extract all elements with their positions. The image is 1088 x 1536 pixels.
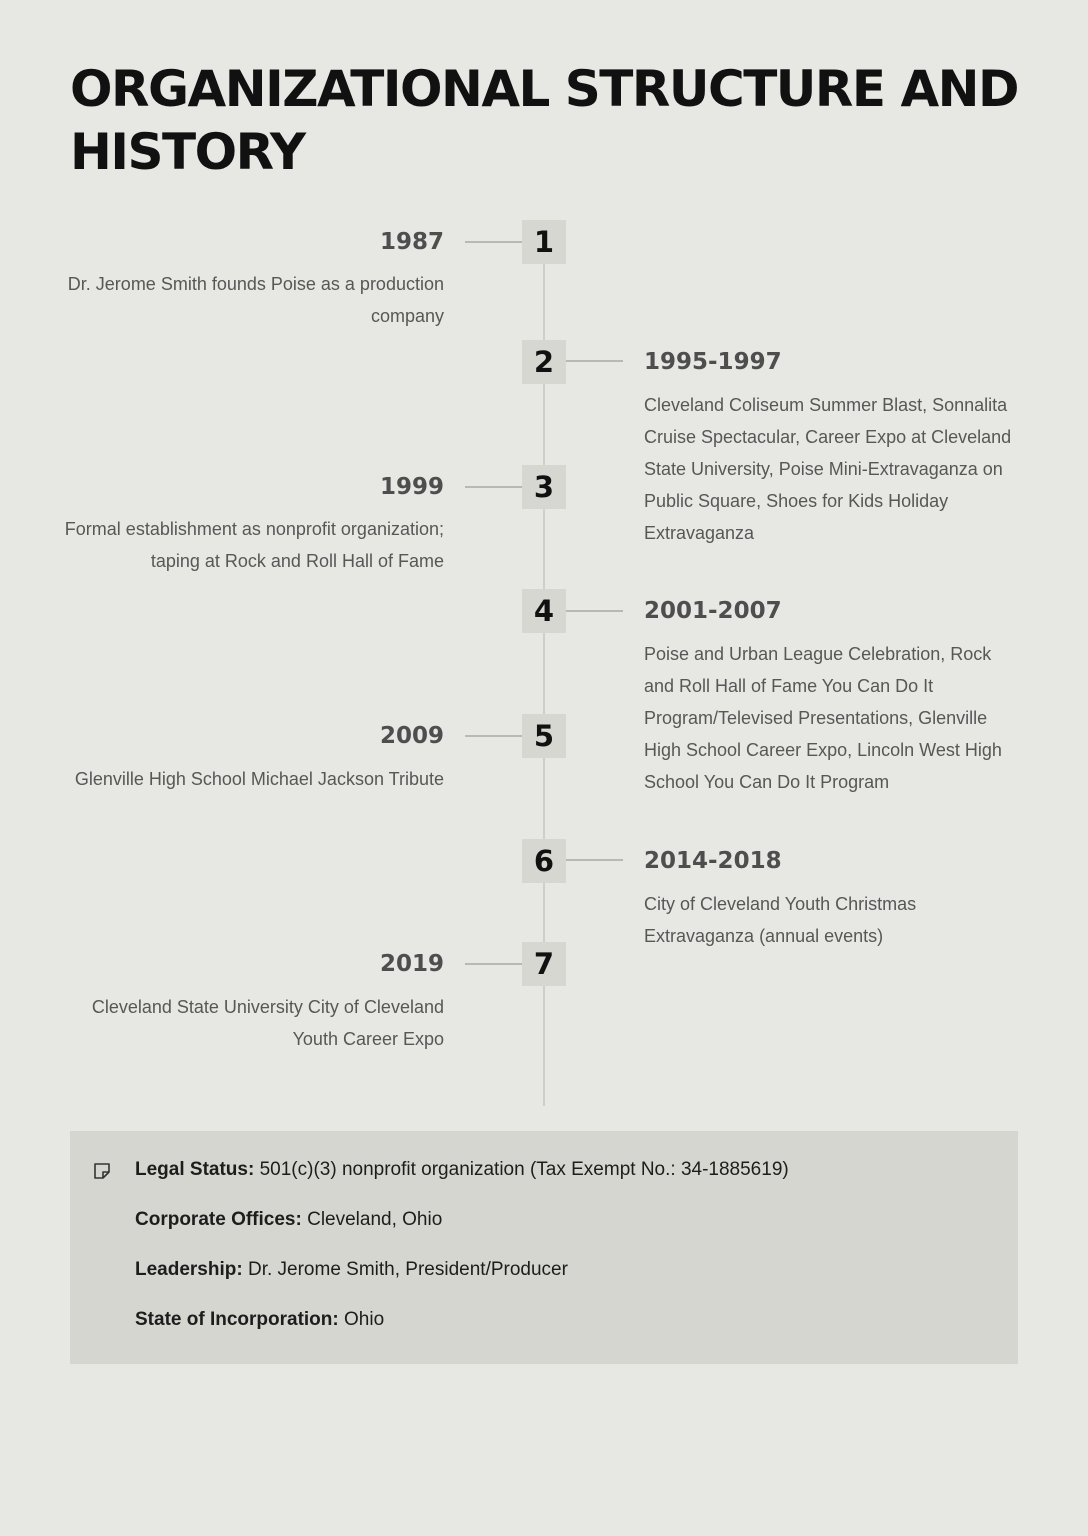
timeline-year: 1995-1997 (644, 349, 782, 375)
state-of-incorporation-label: State of Incorporation: (135, 1309, 339, 1330)
timeline-step-number: 4 (522, 589, 566, 633)
timeline-step-number: 2 (522, 340, 566, 384)
organization-info-box (70, 1131, 1018, 1364)
note-icon (92, 1161, 112, 1181)
timeline-connector (566, 610, 623, 612)
page-title: ORGANIZATIONAL STRUCTURE AND HISTORY (70, 60, 1019, 181)
corporate-offices-value: Cleveland, Ohio (307, 1209, 443, 1230)
corporate-offices-row (135, 1207, 442, 1233)
timeline-description: City of Cleveland Youth Christmas Extravaganza (annual events) (644, 894, 917, 946)
timeline-connector (465, 735, 522, 737)
state-of-incorporation-row (135, 1307, 384, 1333)
timeline-connector (465, 486, 522, 488)
timeline-step-number: 1 (522, 220, 566, 264)
state-of-incorporation-value: Ohio (344, 1309, 385, 1330)
timeline-year: 2019 (379, 951, 444, 977)
timeline-step-number: 7 (522, 942, 566, 986)
timeline-year: 2009 (379, 723, 444, 749)
timeline-step-number: 5 (522, 714, 566, 758)
corporate-offices-label: Corporate Offices: (135, 1209, 302, 1230)
timeline-year: 1987 (379, 229, 444, 255)
timeline-connector (465, 963, 522, 965)
legal-status-row (135, 1157, 789, 1183)
timeline-step-number: 3 (522, 465, 566, 509)
timeline-description: Cleveland State University City of Cleveland Youth Career Expo (91, 997, 444, 1049)
legal-status-label: Legal Status: (135, 1159, 255, 1180)
leadership-row (135, 1257, 568, 1283)
leadership-value: Dr. Jerome Smith, President/Producer (247, 1259, 568, 1280)
timeline-description: Cleveland Coliseum Summer Blast, Sonnalita Cruise Spectacular, Career Expo at Cleveland State University, Poise Mini-Extravaganza on Public Square, Shoes for Kids Holiday Extravaganza (644, 395, 1012, 543)
leadership-label: Leadership: (135, 1259, 243, 1280)
timeline-connector (566, 360, 623, 362)
timeline-connector (465, 241, 522, 243)
legal-status-value: 501(c)(3) nonprofit organization (Tax Exempt No.: 34-1885619) (259, 1159, 789, 1180)
timeline-year: 2014-2018 (644, 848, 782, 874)
timeline-step-number: 6 (522, 839, 566, 883)
timeline-connector (566, 859, 623, 861)
timeline-description: Formal establishment as nonprofit organization; taping at Rock and Roll Hall of Fame (64, 519, 444, 571)
timeline-description: Poise and Urban League Celebration, Rock and Roll Hall of Fame You Can Do It Program/Televised Presentations, Glenville High School Career Expo, Lincoln West High School You Can Do It Program (644, 644, 1002, 792)
timeline-description: Glenville High School Michael Jackson Tribute (74, 769, 444, 789)
timeline-year: 1999 (379, 474, 444, 500)
timeline-year: 2001-2007 (644, 598, 782, 624)
timeline-description: Dr. Jerome Smith founds Poise as a production company (67, 274, 444, 326)
